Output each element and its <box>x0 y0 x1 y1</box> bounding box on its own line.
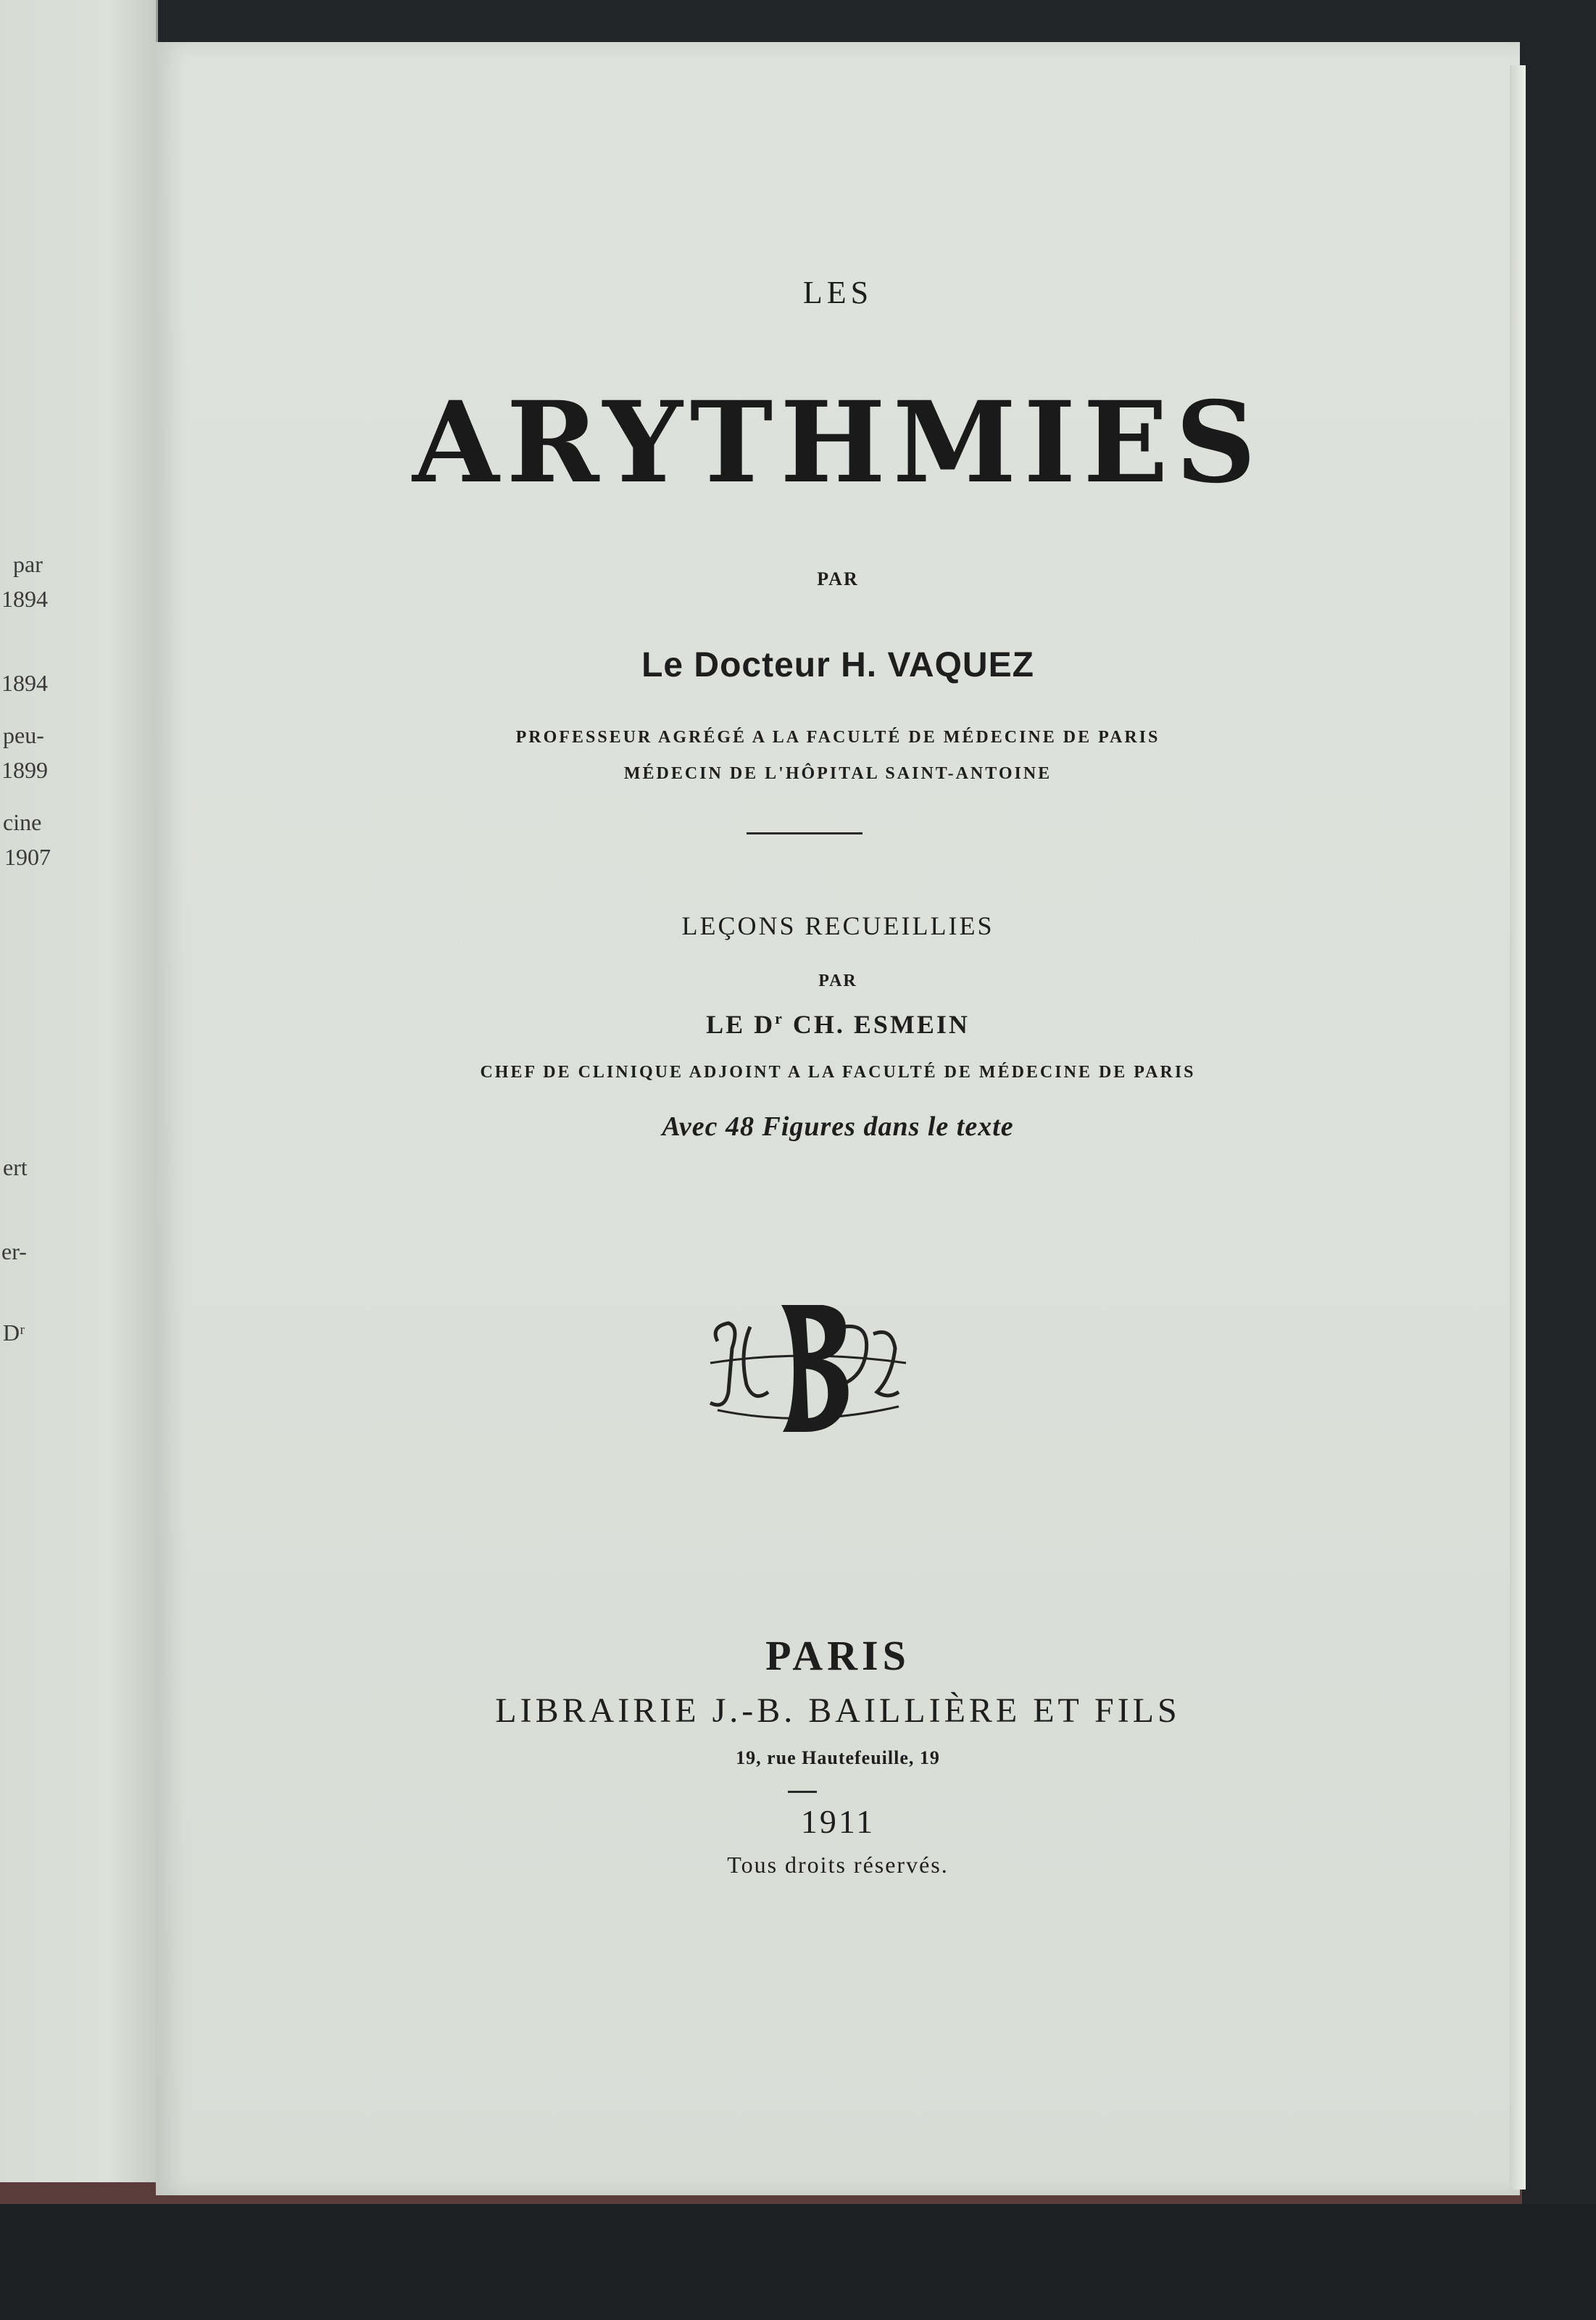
author-name: Le Docteur H. VAQUEZ <box>641 646 1034 684</box>
rights-notice: Tous droits réservés. <box>727 1852 949 1878</box>
divider-rule <box>747 832 863 834</box>
publisher-city: PARIS <box>765 1632 910 1679</box>
editor-prefix: LE D <box>706 1010 776 1039</box>
left-page-fragment: cine <box>3 809 42 835</box>
left-page <box>0 0 158 2182</box>
publisher-address: 19, rue Hautefeuille, 19 <box>736 1747 940 1768</box>
left-page-fragment: Dʳ <box>3 1320 25 1346</box>
left-page-fragment: peu- <box>3 722 44 748</box>
publisher-name: LIBRAIRIE J.-B. BAILLIÈRE ET FILS <box>495 1691 1181 1730</box>
author-affiliation: PROFESSEUR AGRÉGÉ A LA FACULTÉ DE MÉDECINE DE PARIS <box>515 728 1160 747</box>
divider-rule <box>788 1791 817 1793</box>
figures-note: Avec 48 Figures dans le texte <box>662 1111 1014 1142</box>
left-page-fragment: par <box>13 551 43 577</box>
left-page-fragment: 1907 <box>4 844 51 870</box>
publisher-monogram-logo <box>696 1283 913 1443</box>
publication-year: 1911 <box>800 1803 876 1840</box>
byline-label: PAR <box>818 972 857 990</box>
author-affiliation: MÉDECIN DE L'HÔPITAL SAINT-ANTOINE <box>623 764 1052 783</box>
left-page-fragment: 1899 <box>1 757 48 783</box>
book-title: ARYTHMIES <box>412 377 1263 508</box>
table-surface <box>0 2204 1596 2320</box>
editor-prefix-superscript: r <box>775 1009 784 1027</box>
pre-title: LES <box>802 275 873 310</box>
editor-name <box>156 1009 1520 1040</box>
left-page-fragment: 1894 <box>1 670 48 696</box>
editor-affiliation: CHEF DE CLINIQUE ADJOINT A LA FACULTÉ DE MÉDECINE DE PARIS <box>480 1063 1196 1082</box>
editor-surname: CH. ESMEIN <box>784 1010 970 1039</box>
byline-label: PAR <box>817 568 859 589</box>
left-page-fragment: ert <box>3 1154 28 1180</box>
left-page-fragment: 1894 <box>1 586 48 612</box>
lessons-heading: LEÇONS RECUEILLIES <box>681 911 994 940</box>
left-page-fragment: er- <box>1 1238 27 1264</box>
